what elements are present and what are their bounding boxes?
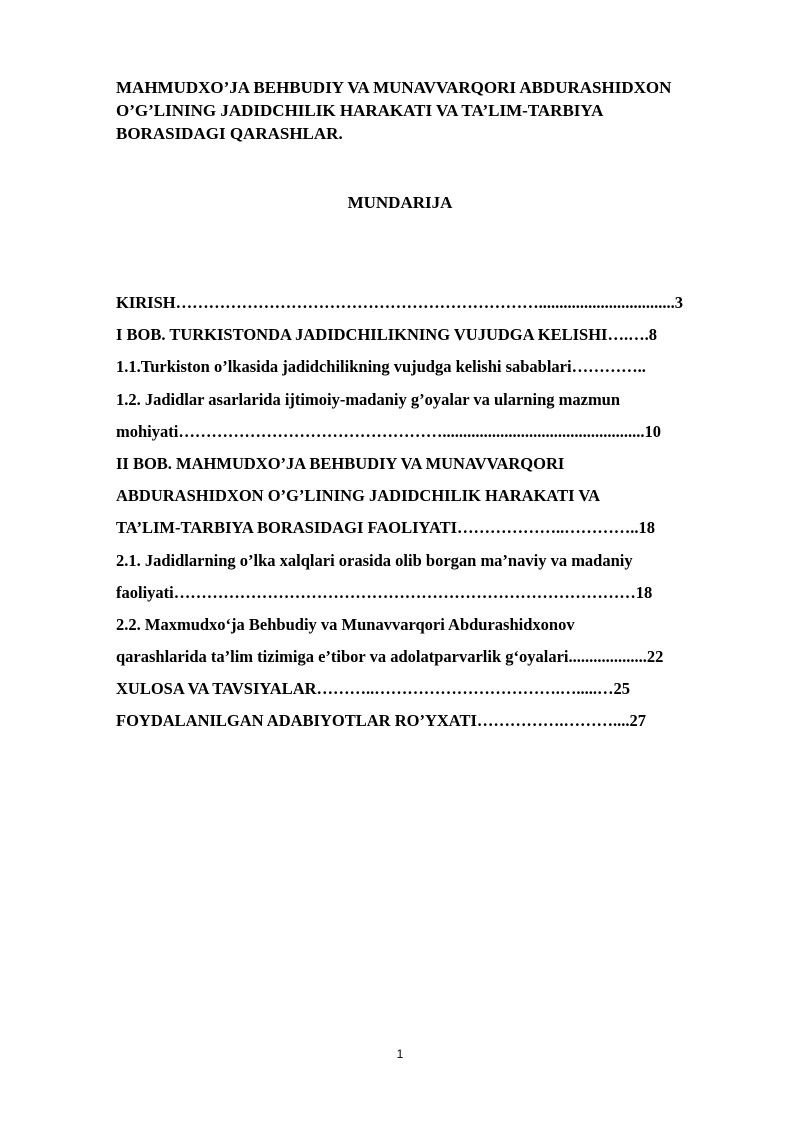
toc-entry-kirish: KIRISH………………………………………………………….................................3 xyxy=(116,293,683,312)
toc-entry-chapter-2: II BOB. MAHMUDXO’JA BEHBUDIY VA MUNAVVARQORI xyxy=(116,453,565,473)
toc-entry-chapter-2-cont: TA’LIM-TARBIYA BORASIDAGI FAOLIYATI………………..…………..18 xyxy=(116,518,656,538)
title-line: MAHMUDXO’JA BEHBUDIY VA MUNAVVARQORI ABDURASHIDXON xyxy=(116,78,672,97)
toc-entry-section-2-1-cont: faoliyati…………………………………………………………………………18 xyxy=(116,582,653,602)
toc-entry-conclusion: XULOSA VA TAVSIYALAR………..…………………………….….....…25 xyxy=(116,679,631,699)
contents-heading: MUNDARIJA xyxy=(347,193,453,212)
toc-entry-section-1-1: 1.1.Turkiston o’lkasida jadidchilikning vujudga kelishi sabablari………….. xyxy=(116,357,646,377)
toc-entry-section-2-2-cont: qarashlarida ta’lim tizimiga e’tibor va adolatparvarlik g‘oyalari...................22 xyxy=(116,647,664,667)
toc-entry-section-2-2: 2.2. Maxmudxo‘ja Behbudiy va Munavvarqori Abdurashidxonov xyxy=(116,614,575,634)
page-number: 1 xyxy=(396,1047,404,1061)
toc-entry-section-1-2-cont: mohiyati………………………………………….................................................10 xyxy=(116,421,661,441)
title-line: BORASIDAGI QARASHLAR. xyxy=(116,124,343,143)
toc-entry-section-2-1: 2.1. Jadidlarning o’lka xalqlari orasida olib borgan ma’naviy va madaniy xyxy=(116,550,633,570)
table-of-contents xyxy=(116,287,776,738)
toc-entry-chapter-1: I BOB. TURKISTONDA JADIDCHILIKNING VUJUDGA KELISHI….….8 xyxy=(116,325,657,345)
toc-entry-chapter-2-cont: ABDURASHIDXON O’G’LINING JADIDCHILIK HARAKATI VA xyxy=(116,486,601,506)
toc-entry-section-1-2: 1.2. Jadidlar asarlarida ijtimoiy-madaniy g’oyalar va ularning mazmun xyxy=(116,389,621,409)
toc-entry-bibliography: FOYDALANILGAN ADABIYOTLAR RO’YXATI…………….………....27 xyxy=(116,711,647,731)
title-line: O’G’LINING JADIDCHILIK HARAKATI VA TA’LIM-TARBIYA xyxy=(116,101,604,120)
document-title xyxy=(116,76,756,145)
